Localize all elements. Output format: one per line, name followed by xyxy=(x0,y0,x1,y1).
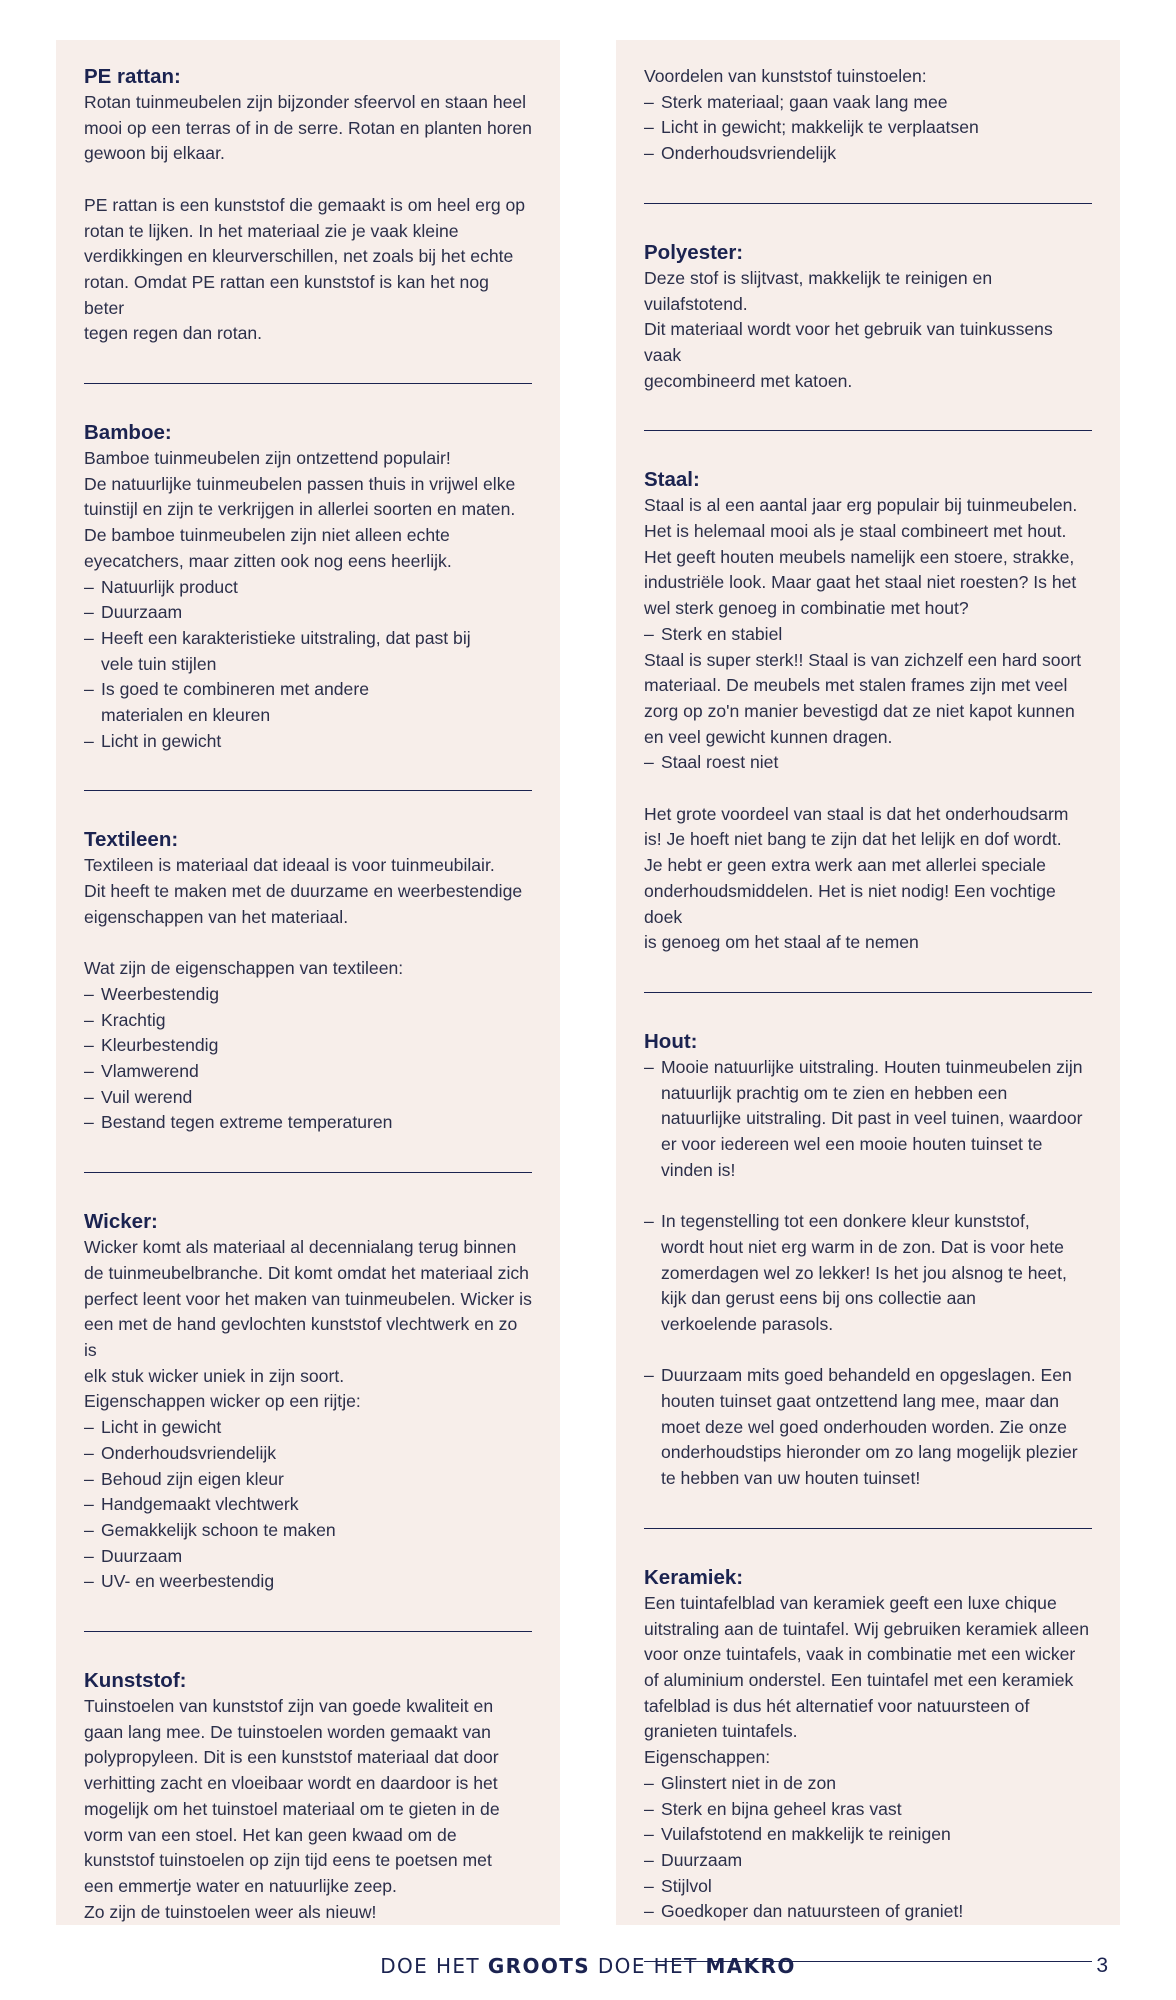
paragraph: Wicker komt als materiaal al decennialang terug binnen de tuinmeubelbranche. Dit komt omdat het materiaal zich perfect leent voor het maken van tuinmeubelen. Wicker is een met de hand gevlochten kunststof vlechtwerk en zo is elk stuk wicker uniek in zijn soort. Eigenschappen wicker op een rijtje: xyxy=(84,1237,532,1412)
bullet-list xyxy=(644,90,1092,167)
list-item: – Staal roest niet xyxy=(644,750,1092,776)
slogan-part-bold: GROOTS xyxy=(487,1954,591,1978)
list-item: – Gemakkelijk schoon te maken xyxy=(84,1518,532,1544)
list-item: – Mooie natuurlijke uitstraling. Houten tuinmeubelen zijn natuurlijk prachtig om te zien en hebben een natuurlijke uitstraling. Dit past in veel tuinen, waardoor er voor iedereen wel een mooie houten tuinset te vinden is! xyxy=(644,1055,1092,1184)
list-item: – Goedkoper dan natuursteen of graniet! xyxy=(644,1899,1092,1925)
paragraph: Deze stof is slijtvast, makkelijk te reinigen en vuilafstotend. Dit materiaal wordt voor het gebruik van tuinkussens vaak gecombineerd met katoen. xyxy=(644,267,1053,391)
list-item: – Vuil werend xyxy=(84,1085,532,1111)
paragraph: Staal is super sterk!! Staal is van zichzelf een hard soort materiaal. De meubels met stalen frames zijn met veel zorg op zo'n manier bevestigd dat ze niet kapot kunnen en veel gewicht kunnen dragen. xyxy=(644,649,1082,747)
section-title: Bamboe: xyxy=(84,421,172,445)
paragraph: Voordelen van kunststof tuinstoelen: xyxy=(644,66,927,86)
paragraph: Bamboe tuinmeubelen zijn ontzettend populair! De natuurlijke tuinmeubelen passen thuis in vrijwel elke tuinstijl en zijn te verkrijgen in allerlei soorten en maten. De bamboe tuinmeubelen zijn niet alleen echte eyecatchers, maar zitten ook nog eens heerlijk. xyxy=(84,448,516,571)
bullet-list xyxy=(644,1055,1092,1492)
list-item: – Heeft een karakteristieke uitstraling, dat past bij vele tuin stijlen xyxy=(84,626,532,677)
list-item: – In tegenstelling tot een donkere kleur kunststof, wordt hout niet erg warm in de zon. Dat is voor hete zomerdagen wel zo lekker! Is het jou alsnog te heet, kijk dan gerust eens bij ons collectie aan verkoelende parasols. xyxy=(644,1209,1092,1338)
list-item: – Krachtig xyxy=(84,1008,532,1034)
list-item: – Sterk en bijna geheel kras vast xyxy=(644,1797,1092,1823)
section-kunststof-voordelen xyxy=(644,64,1092,167)
list-item: – UV- en weerbestendig xyxy=(84,1569,532,1595)
bullet-list xyxy=(644,622,1092,648)
section-title: Polyester: xyxy=(644,240,744,264)
divider xyxy=(644,203,1092,204)
list-item: – Vuilafstotend en makkelijk te reinigen xyxy=(644,1822,1092,1848)
list-item: – Sterk materiaal; gaan vaak lang mee xyxy=(644,90,1092,116)
bullet-list xyxy=(644,1771,1092,1925)
right-column xyxy=(616,40,1120,1925)
section-title: PE rattan: xyxy=(84,65,181,88)
section-polyester xyxy=(644,240,1092,395)
section-title: Staal: xyxy=(644,468,700,492)
section-textileen xyxy=(84,827,532,1136)
section-title: Keramiek: xyxy=(644,1565,744,1589)
list-item: – Sterk en stabiel xyxy=(644,622,1092,648)
divider xyxy=(84,790,532,791)
list-item: – Licht in gewicht xyxy=(84,729,532,755)
slogan-part: DOE HET xyxy=(380,1954,481,1978)
divider xyxy=(84,1172,532,1173)
divider xyxy=(644,1528,1092,1529)
divider xyxy=(84,383,532,384)
list-item: – Behoud zijn eigen kleur xyxy=(84,1467,532,1493)
list-item: – Weerbestendig xyxy=(84,982,532,1008)
divider xyxy=(84,1631,532,1632)
section-pe-rattan xyxy=(84,64,532,347)
paragraph: Wat zijn de eigenschappen van textileen: xyxy=(84,958,404,979)
list-item: – Onderhoudsvriendelijk xyxy=(644,141,1092,167)
list-item: – Kleurbestendig xyxy=(84,1033,532,1059)
list-item: – Natuurlijk product xyxy=(84,575,532,601)
list-item: – Duurzaam xyxy=(84,1544,532,1570)
list-item: – Duurzaam xyxy=(84,600,532,626)
list-item: – Licht in gewicht xyxy=(84,1415,532,1441)
footer xyxy=(0,1954,1176,1984)
paragraph: PE rattan is een kunststof die gemaakt is om heel erg op rotan te lijken. In het materiaal zie je vaak kleine verdikkingen en kleurverschillen, net zoals bij het echte rotan. Omdat PE rattan een kunststof is kan het nog beter tegen regen dan rotan. xyxy=(84,194,526,344)
slogan-part-bold: MAKRO xyxy=(705,1954,796,1978)
left-column xyxy=(56,40,560,1925)
section-bamboe xyxy=(84,420,532,754)
list-item: – Is goed te combineren met andere materialen en kleuren xyxy=(84,677,532,728)
paragraph: Het grote voordeel van staal is dat het onderhoudsarm is! Je hoeft niet bang te zijn dat het lelijk en dof wordt. Je hebt er geen extra werk aan met allerlei speciale onderhoudsmiddelen. Het is niet nodig! Een vochtige doek is genoeg om het staal af te nemen xyxy=(644,803,1069,953)
paragraph: Staal is al een aantal jaar erg populair bij tuinmeubelen. Het is helemaal mooi als je staal combineert met hout. Het geeft houten meubels namelijk een stoere, strakke, industriële look. Maar gaat het staal niet roesten? Is het wel sterk genoeg in combinatie met hout? xyxy=(644,495,1078,619)
section-title: Wicker: xyxy=(84,1210,158,1234)
list-item: – Handgemaakt vlechtwerk xyxy=(84,1492,532,1518)
slogan-part: DOE HET xyxy=(597,1954,698,1978)
list-item: – Glinstert niet in de zon xyxy=(644,1771,1092,1797)
bullet-list xyxy=(84,982,532,1136)
paragraph: Textileen is materiaal dat ideaal is voor tuinmeubilair. Dit heeft te maken met de duurzame en weerbestendige eigenschappen van het materiaal. xyxy=(84,855,523,927)
section-kunststof xyxy=(84,1668,532,1925)
section-wicker xyxy=(84,1209,532,1595)
list-item: – Onderhoudsvriendelijk xyxy=(84,1441,532,1467)
footer-slogan xyxy=(0,1954,1176,1978)
bullet-list xyxy=(84,575,532,755)
page-number: 3 xyxy=(1096,1954,1108,1977)
paragraph: Tuinstoelen van kunststof zijn van goede kwaliteit en gaan lang mee. De tuinstoelen worden gemaakt van polypropyleen. Dit is een kunststof materiaal dat door verhitting zacht en vloeibaar wordt en daardoor is het mogelijk om het tuinstoel materiaal om te gieten in de vorm van een stoel. Het kan geen kwaad om de kunststof tuinstoelen op zijn tijd eens te poetsen met een emmertje water en natuurlijke zeep. Zo zijn de tuinstoelen weer als nieuw! xyxy=(84,1696,500,1922)
section-staal xyxy=(644,467,1092,956)
list-item: – Duurzaam xyxy=(644,1848,1092,1874)
divider xyxy=(644,430,1092,431)
list-item: – Bestand tegen extreme temperaturen xyxy=(84,1110,532,1136)
section-keramiek xyxy=(644,1565,1092,1925)
list-item: – Vlamwerend xyxy=(84,1059,532,1085)
list-item: – Stijlvol xyxy=(644,1874,1092,1900)
bullet-list xyxy=(84,1415,532,1595)
paragraph: Een tuintafelblad van keramiek geeft een luxe chique uitstraling aan de tuintafel. Wij gebruiken keramiek alleen voor onze tuintafels, vaak in combinatie met een wicker of aluminium onderstel. Een tuintafel met een keramiek tafelblad is dus hét alternatief voor natuursteen of granieten tuintafels. Eigenschappen: xyxy=(644,1592,1089,1768)
list-item: – Duurzaam mits goed behandeld en opgeslagen. Een houten tuinset gaat ontzettend lang mee, maar dan moet deze wel goed onderhouden worden. Zie onze onderhoudstips hieronder om zo lang mogelijk plezier te hebben van uw houten tuinset! xyxy=(644,1363,1092,1492)
section-hout xyxy=(644,1029,1092,1492)
divider xyxy=(644,992,1092,993)
section-title: Kunststof: xyxy=(84,1669,187,1693)
section-title: Hout: xyxy=(644,1029,698,1053)
bullet-list xyxy=(644,750,1092,776)
section-title: Textileen: xyxy=(84,828,179,852)
paragraph: Rotan tuinmeubelen zijn bijzonder sfeervol en staan heel mooi op een terras of in de serre. Rotan en planten horen gewoon bij elkaar. xyxy=(84,92,532,164)
list-item: – Licht in gewicht; makkelijk te verplaatsen xyxy=(644,115,1092,141)
